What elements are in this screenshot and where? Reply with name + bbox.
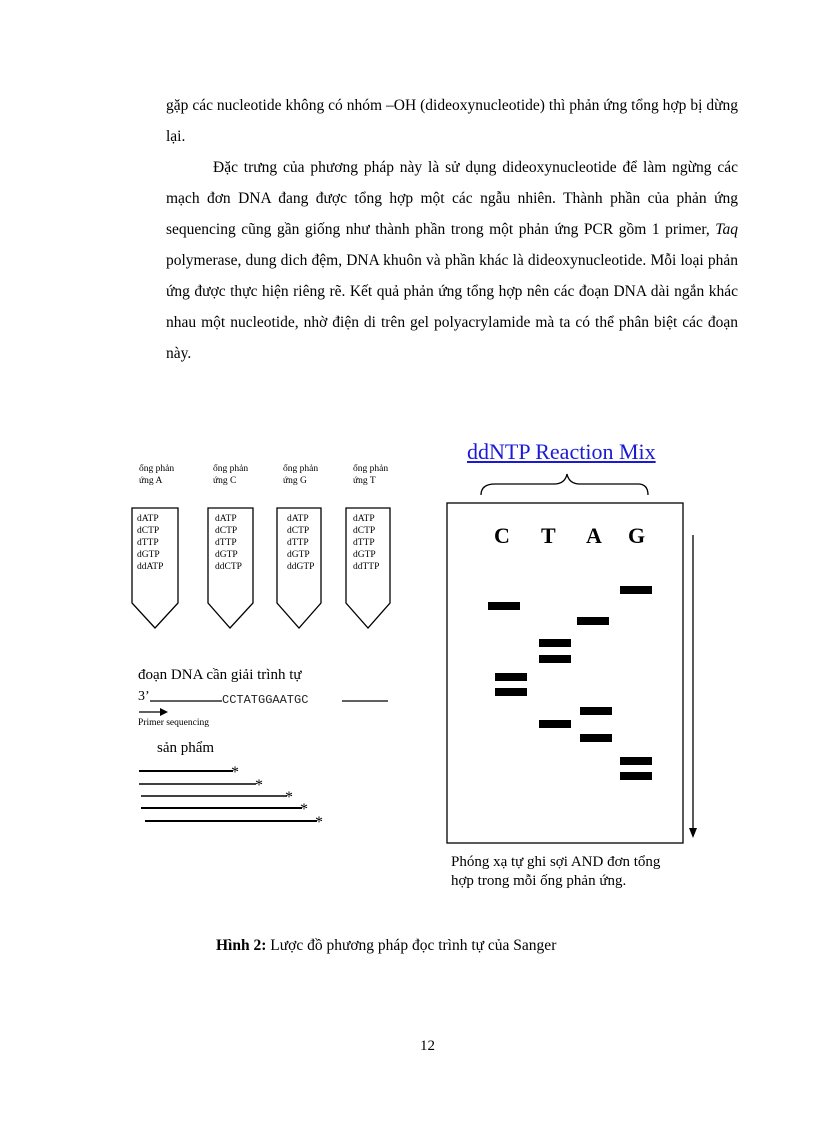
lane-label-c: C <box>494 523 510 548</box>
tube-g-label: ống phản ứng G <box>283 464 319 486</box>
tube-a-outline <box>132 508 178 628</box>
tube-t-label: ống phản ứng T <box>353 464 389 486</box>
tube-a-contents: dATP dCTP dTTP dGTP ddATP <box>137 514 164 572</box>
primer-label: Primer sequencing <box>138 718 209 728</box>
product-star-1: * <box>231 764 239 781</box>
tube-g-contents: dATP dCTP dTTP dGTP ddGTP <box>287 514 315 572</box>
page-number: 12 <box>420 1038 435 1054</box>
product-star-5: * <box>315 814 323 831</box>
figure-caption <box>216 937 556 955</box>
gel-band <box>577 617 609 625</box>
lane-label-a: A <box>586 523 602 548</box>
product-star-4: * <box>300 801 308 818</box>
gel-band <box>539 655 571 663</box>
gel-band <box>620 772 652 780</box>
tube-c-outline <box>208 508 253 628</box>
paragraph-2-part-b: polymerase, dung dich đệm, DNA khuôn và phần khác là dideoxynucleotide. Mỗi loại phản ứng được thực hiện riêng rẽ. Kết quả phản ứng tổng hợp nên các đoạn DNA dài ngắn khác nhau một nucleotide, nhờ điện di trên gel polyacrylamide mà ta có thể phân biệt các đoạn này. <box>166 252 738 362</box>
taq-italic: Taq <box>715 221 738 238</box>
figure-caption-text: Lược đồ phương pháp đọc trình tự của Sanger <box>266 937 557 954</box>
brace-shape <box>481 474 648 495</box>
gel-band <box>539 639 571 647</box>
paragraph-1: gặp các nucleotide không có nhóm –OH (dideoxynucleotide) thì phản ứng tổng hợp bị dừng lại. <box>166 97 738 145</box>
paragraph-2-part-a: Đặc trưng của phương pháp này là sử dụng dideoxynucleotide để làm ngừng các mạch đơn DNA đang được tổng hợp một các ngẫu nhiên. Thành phần của phản ứng sequencing cũng gần giống như thành phần trong một phản ứng PCR gồm 1 primer, <box>166 159 738 238</box>
gel-band <box>495 688 527 696</box>
template-sequence: CCTATGGAATGC <box>222 693 309 707</box>
product-star-3: * <box>285 789 293 806</box>
primer-arrowhead <box>160 708 168 716</box>
gel-band <box>539 720 571 728</box>
gel-band <box>620 586 652 594</box>
lane-label-g: G <box>628 523 646 548</box>
gel-band <box>495 673 527 681</box>
tube-t-outline <box>346 508 390 628</box>
gel-box <box>447 503 683 843</box>
figure-caption-label: Hình 2: <box>216 937 267 954</box>
product-label: sản phẩm <box>157 740 215 756</box>
mix-title: ddNTP Reaction Mix <box>467 439 656 464</box>
gel-band <box>620 757 652 765</box>
template-label: đoạn DNA cần giải trình tự <box>138 667 302 683</box>
gel-caption: Phóng xạ tự ghi sợi AND đơn tổng hợp trong mỗi ống phản ứng. <box>451 854 661 889</box>
migration-arrowhead <box>689 828 697 838</box>
tube-c-label: ống phản ứng C <box>213 464 249 486</box>
three-prime-label: 3’ <box>138 689 150 704</box>
tube-c-contents: dATP dCTP dTTP dGTP ddCTP <box>215 514 242 572</box>
gel-band <box>580 707 612 715</box>
tube-a-label: ống phản ứng A <box>139 464 175 486</box>
gel-band <box>488 602 520 610</box>
tube-g-outline <box>277 508 321 628</box>
product-star-2: * <box>255 777 263 794</box>
gel-band <box>580 734 612 742</box>
lane-label-t: T <box>541 523 556 548</box>
tube-t-contents: dATP dCTP dTTP dGTP ddTTP <box>353 514 380 572</box>
